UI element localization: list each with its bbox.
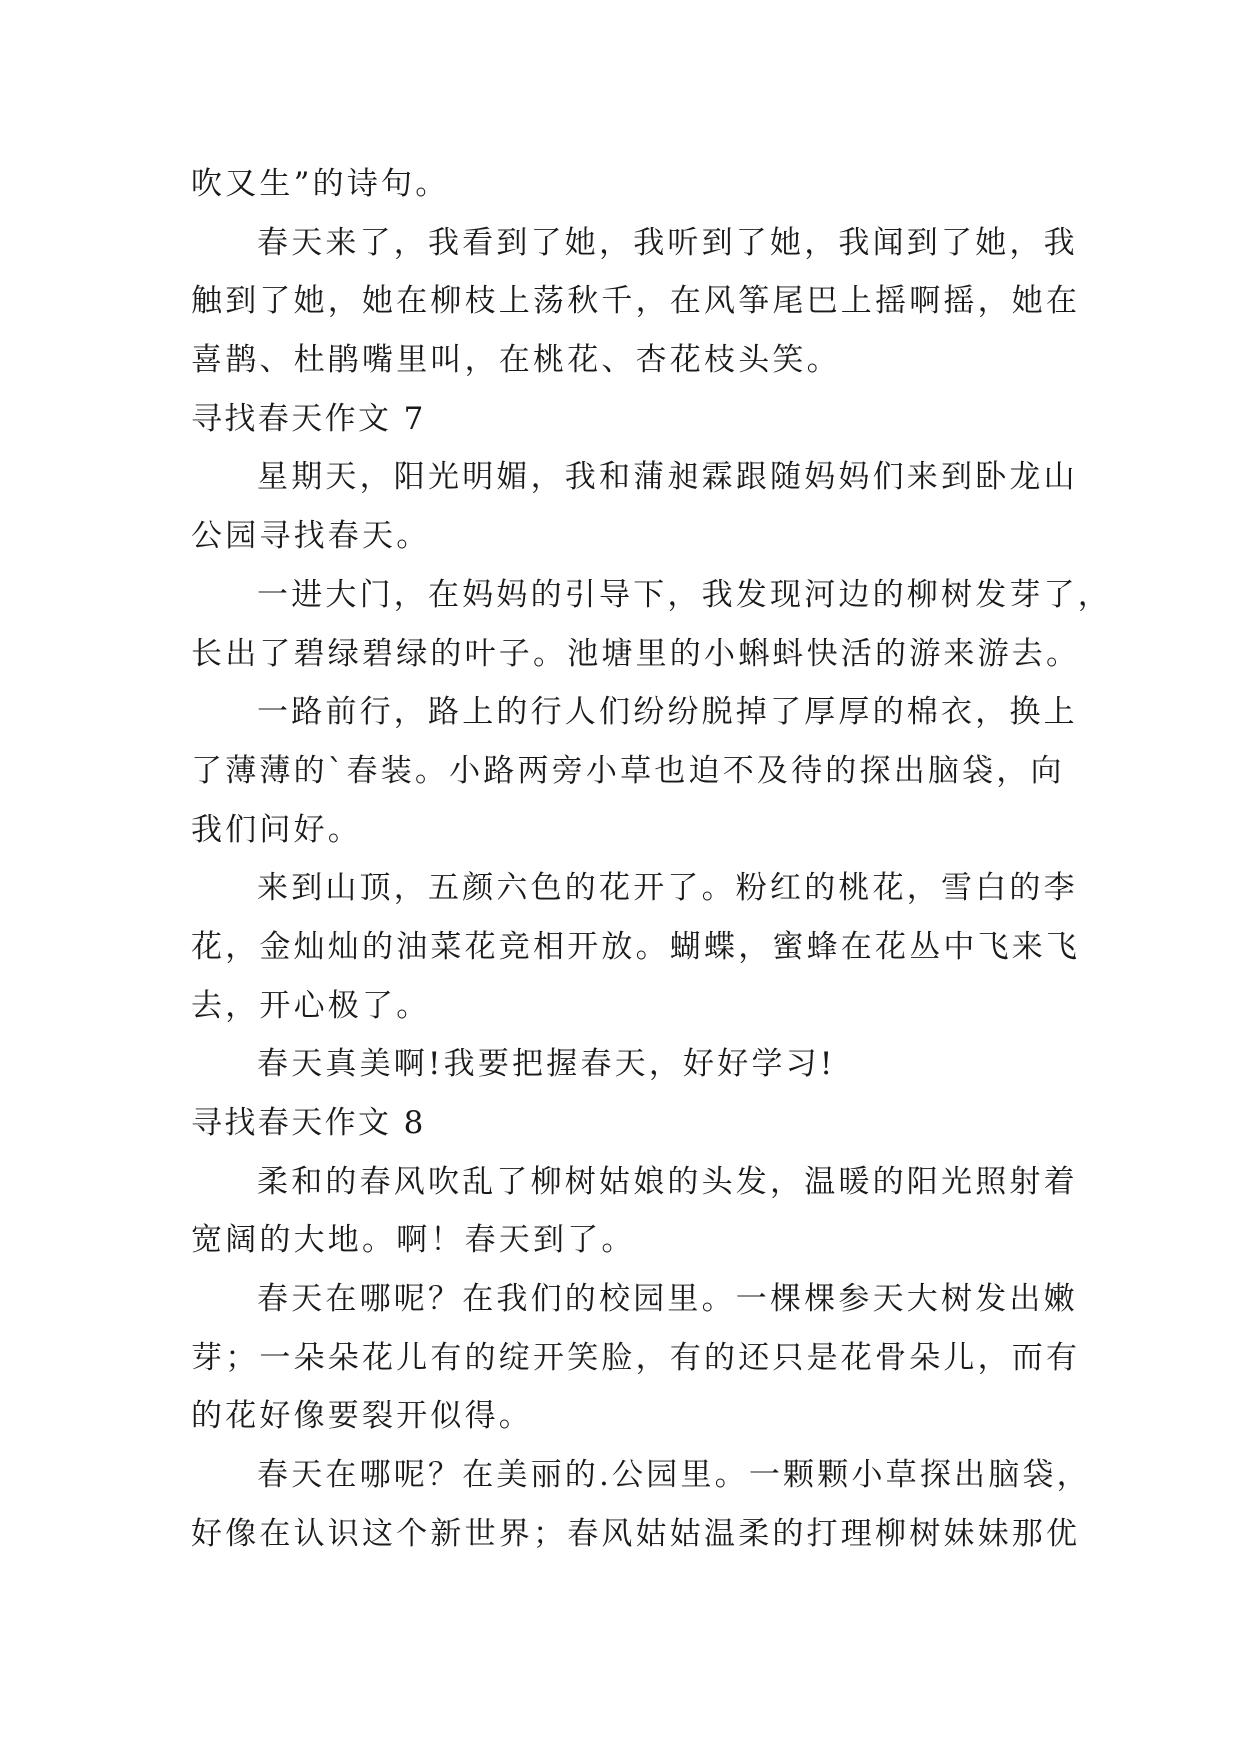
text-line: 我们问好。 — [191, 811, 362, 848]
paragraph-first-line: 春天在哪呢？在我们的校园里。一棵棵参天大树发出嫩 — [257, 1281, 1078, 1318]
text-line: 花，金灿灿的油菜花竞相开放。蝴蝶，蜜蜂在花丛中飞来飞 — [191, 928, 1081, 965]
paragraph-first-line: 星期天，阳光明媚，我和蒲昶霖跟随妈妈们来到卧龙山 — [257, 459, 1078, 496]
paragraph-first-line: 柔和的春风吹乱了柳树姑娘的头发，温暖的阳光照射着 — [257, 1163, 1078, 1200]
paragraph-first-line: 一进大门，在妈妈的引导下，我发现河边的柳树发芽了， — [257, 576, 1112, 613]
paragraph-first-line: 春天来了，我看到了她，我听到了她，我闻到了她，我 — [257, 224, 1078, 261]
text-line: 长出了碧绿碧绿的叶子。池塘里的小蝌蚪快活的游来游去。 — [191, 635, 1081, 672]
text-line: 公园寻找春天。 — [191, 518, 431, 555]
section-heading: 寻找春天作文 8 — [191, 1105, 426, 1141]
text-line: 的花好像要裂开似得。 — [191, 1398, 533, 1435]
paragraph-first-line: 一路前行，路上的行人们纷纷脱掉了厚厚的棉衣，换上 — [257, 694, 1078, 731]
text-line: 触到了她，她在柳枝上荡秋千，在风筝尾巴上摇啊摇，她在 — [191, 283, 1081, 320]
text-line: 宽阔的大地。啊！春天到了。 — [191, 1222, 636, 1259]
section-heading: 寻找春天作文 7 — [191, 400, 426, 437]
text-line: 好像在认识这个新世界；春风姑姑温柔的打理柳树妹妹那优 — [191, 1515, 1081, 1552]
document-body — [191, 155, 1112, 1564]
text-line: 了薄薄的`春装。小路两旁小草也迫不及待的探出脑袋，向 — [191, 752, 1065, 789]
paragraph-first-line: 春天真美啊!我要把握春天，好好学习! — [257, 1046, 836, 1083]
text-line: 吹又生”的诗句。 — [191, 166, 450, 202]
paragraph-first-line: 春天在哪呢？在美丽的.公园里。一颗颗小草探出脑袋， — [257, 1457, 1091, 1494]
text-line: 芽；一朵朵花儿有的绽开笑脸，有的还只是花骨朵儿，而有 — [191, 1339, 1081, 1376]
paragraph-first-line: 来到山顶，五颜六色的花开了。粉红的桃花，雪白的李 — [257, 870, 1078, 907]
text-line: 去，开心极了。 — [191, 987, 431, 1024]
text-line: 喜鹊、杜鹃嘴里叫，在桃花、杏花枝头笑。 — [191, 342, 841, 379]
